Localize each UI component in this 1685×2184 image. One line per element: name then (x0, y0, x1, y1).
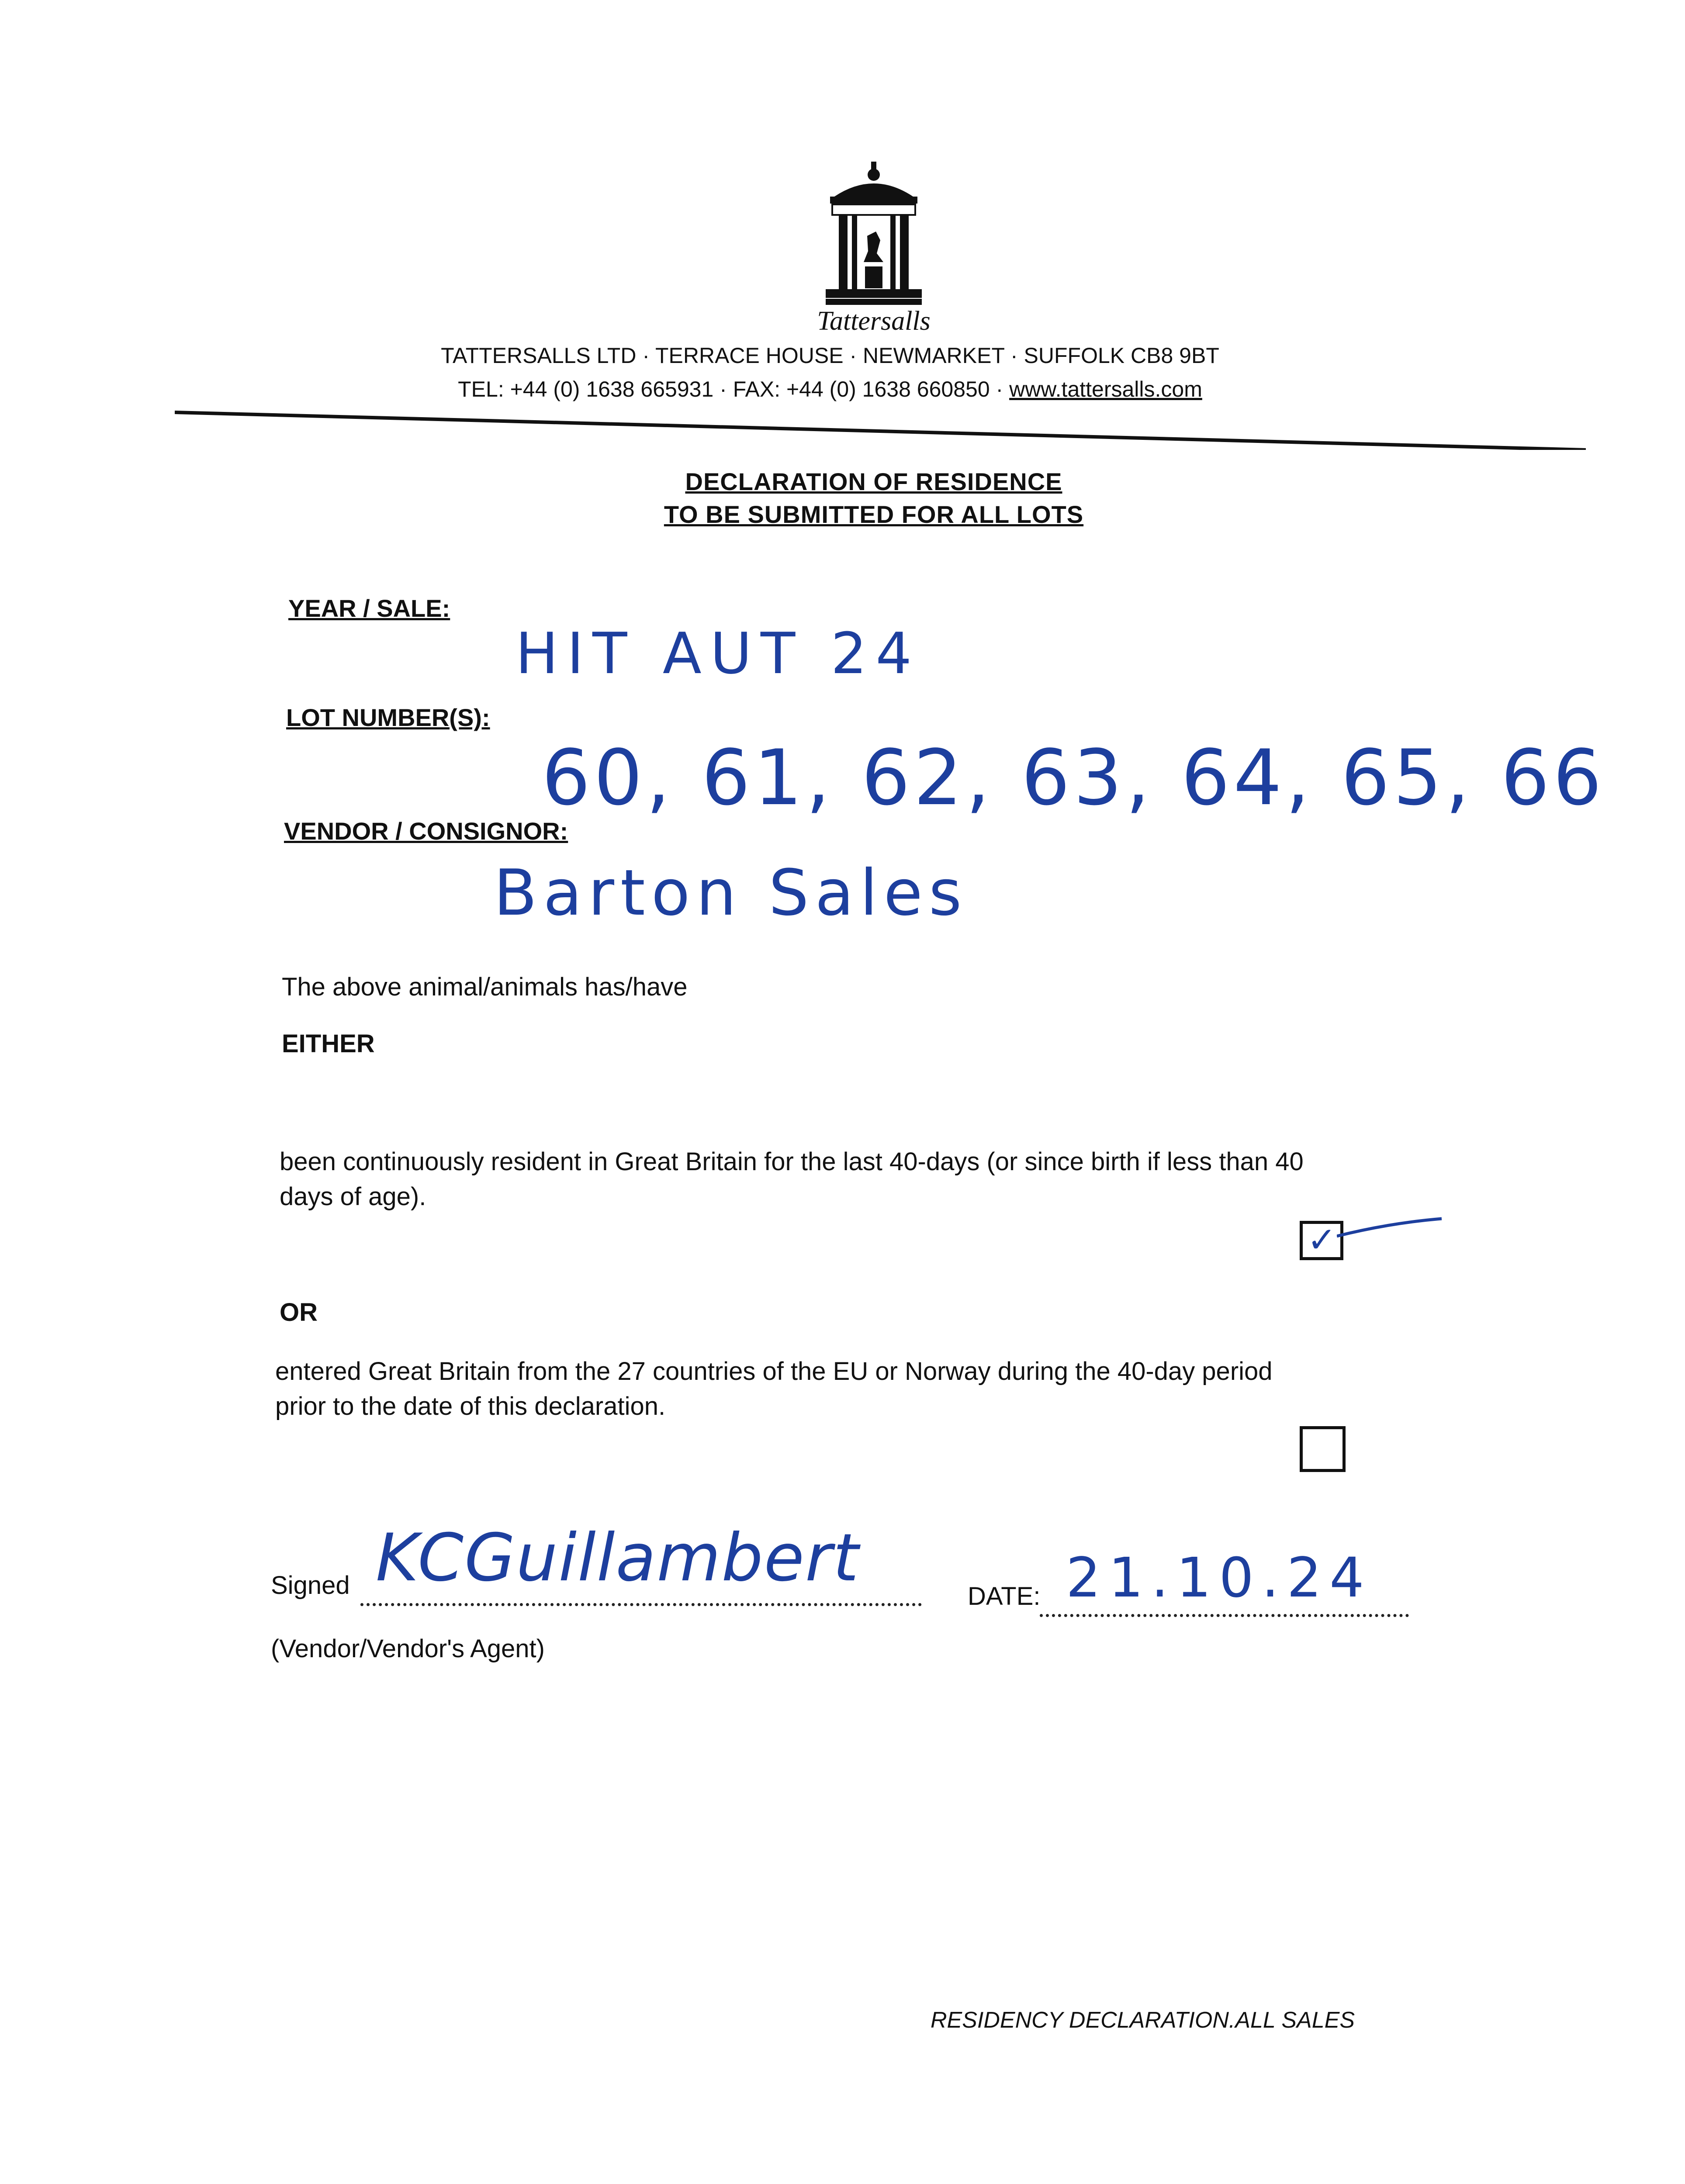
option2-text (275, 1354, 1477, 1424)
signature-value[interactable]: KCGuillambert (376, 1520, 860, 1596)
year-sale-value[interactable]: HIT AUT 24 (516, 620, 921, 687)
tattersalls-logo (826, 162, 922, 310)
year-sale-label: YEAR / SALE: (288, 594, 450, 622)
signatory-role-label: (Vendor/Vendor's Agent) (271, 1635, 545, 1663)
option1-line-1: been continuously resident in Great Britain for the last 40-days (or since birth if less than 40 (280, 1147, 1304, 1176)
declaration-intro: The above animal/animals has/have (282, 973, 688, 1001)
vendor-value[interactable]: Barton Sales (494, 856, 968, 930)
signed-label: Signed (271, 1571, 350, 1600)
contact-phone-fax: TEL: +44 (0) 1638 665931 · FAX: +44 (0) 1638 660850 · (458, 377, 1010, 401)
option2-line-2: prior to the date of this declaration. (275, 1392, 666, 1420)
website-link[interactable]: www.tattersalls.com (1009, 377, 1202, 401)
option2-line-1: entered Great Britain from the 27 countries of the EU or Norway during the 40-day period (275, 1357, 1273, 1386)
footer-text: RESIDENCY DECLARATION.ALL SALES (931, 2008, 1355, 2033)
date-label: DATE: (968, 1582, 1041, 1610)
date-value[interactable]: 21.10.24 (1066, 1546, 1372, 1610)
option2-checkbox[interactable] (1300, 1426, 1346, 1472)
form-title: DECLARATION OF RESIDENCE (685, 468, 1062, 495)
or-label: OR (280, 1298, 318, 1327)
check-mark-tail (1337, 1214, 1446, 1241)
form-subtitle: TO BE SUBMITTED FOR ALL LOTS (664, 501, 1084, 528)
option1-text (280, 1144, 1459, 1214)
vendor-label: VENDOR / CONSIGNOR: (284, 817, 568, 845)
company-address: TATTERSALLS LTD · TERRACE HOUSE · NEWMARKET · SUFFOLK CB8 9BT (441, 343, 1219, 368)
company-name: Tattersalls (817, 306, 931, 336)
company-contact (393, 377, 1267, 402)
lot-numbers-label: LOT NUMBER(S): (286, 704, 490, 731)
header-rule (175, 406, 1586, 450)
either-label: EITHER (282, 1030, 375, 1058)
option1-line-2: days of age). (280, 1182, 426, 1211)
lot-numbers-value[interactable]: 60, 61, 62, 63, 64, 65, 66 (542, 734, 1605, 822)
check-mark-icon: ✓ (1307, 1220, 1337, 1260)
